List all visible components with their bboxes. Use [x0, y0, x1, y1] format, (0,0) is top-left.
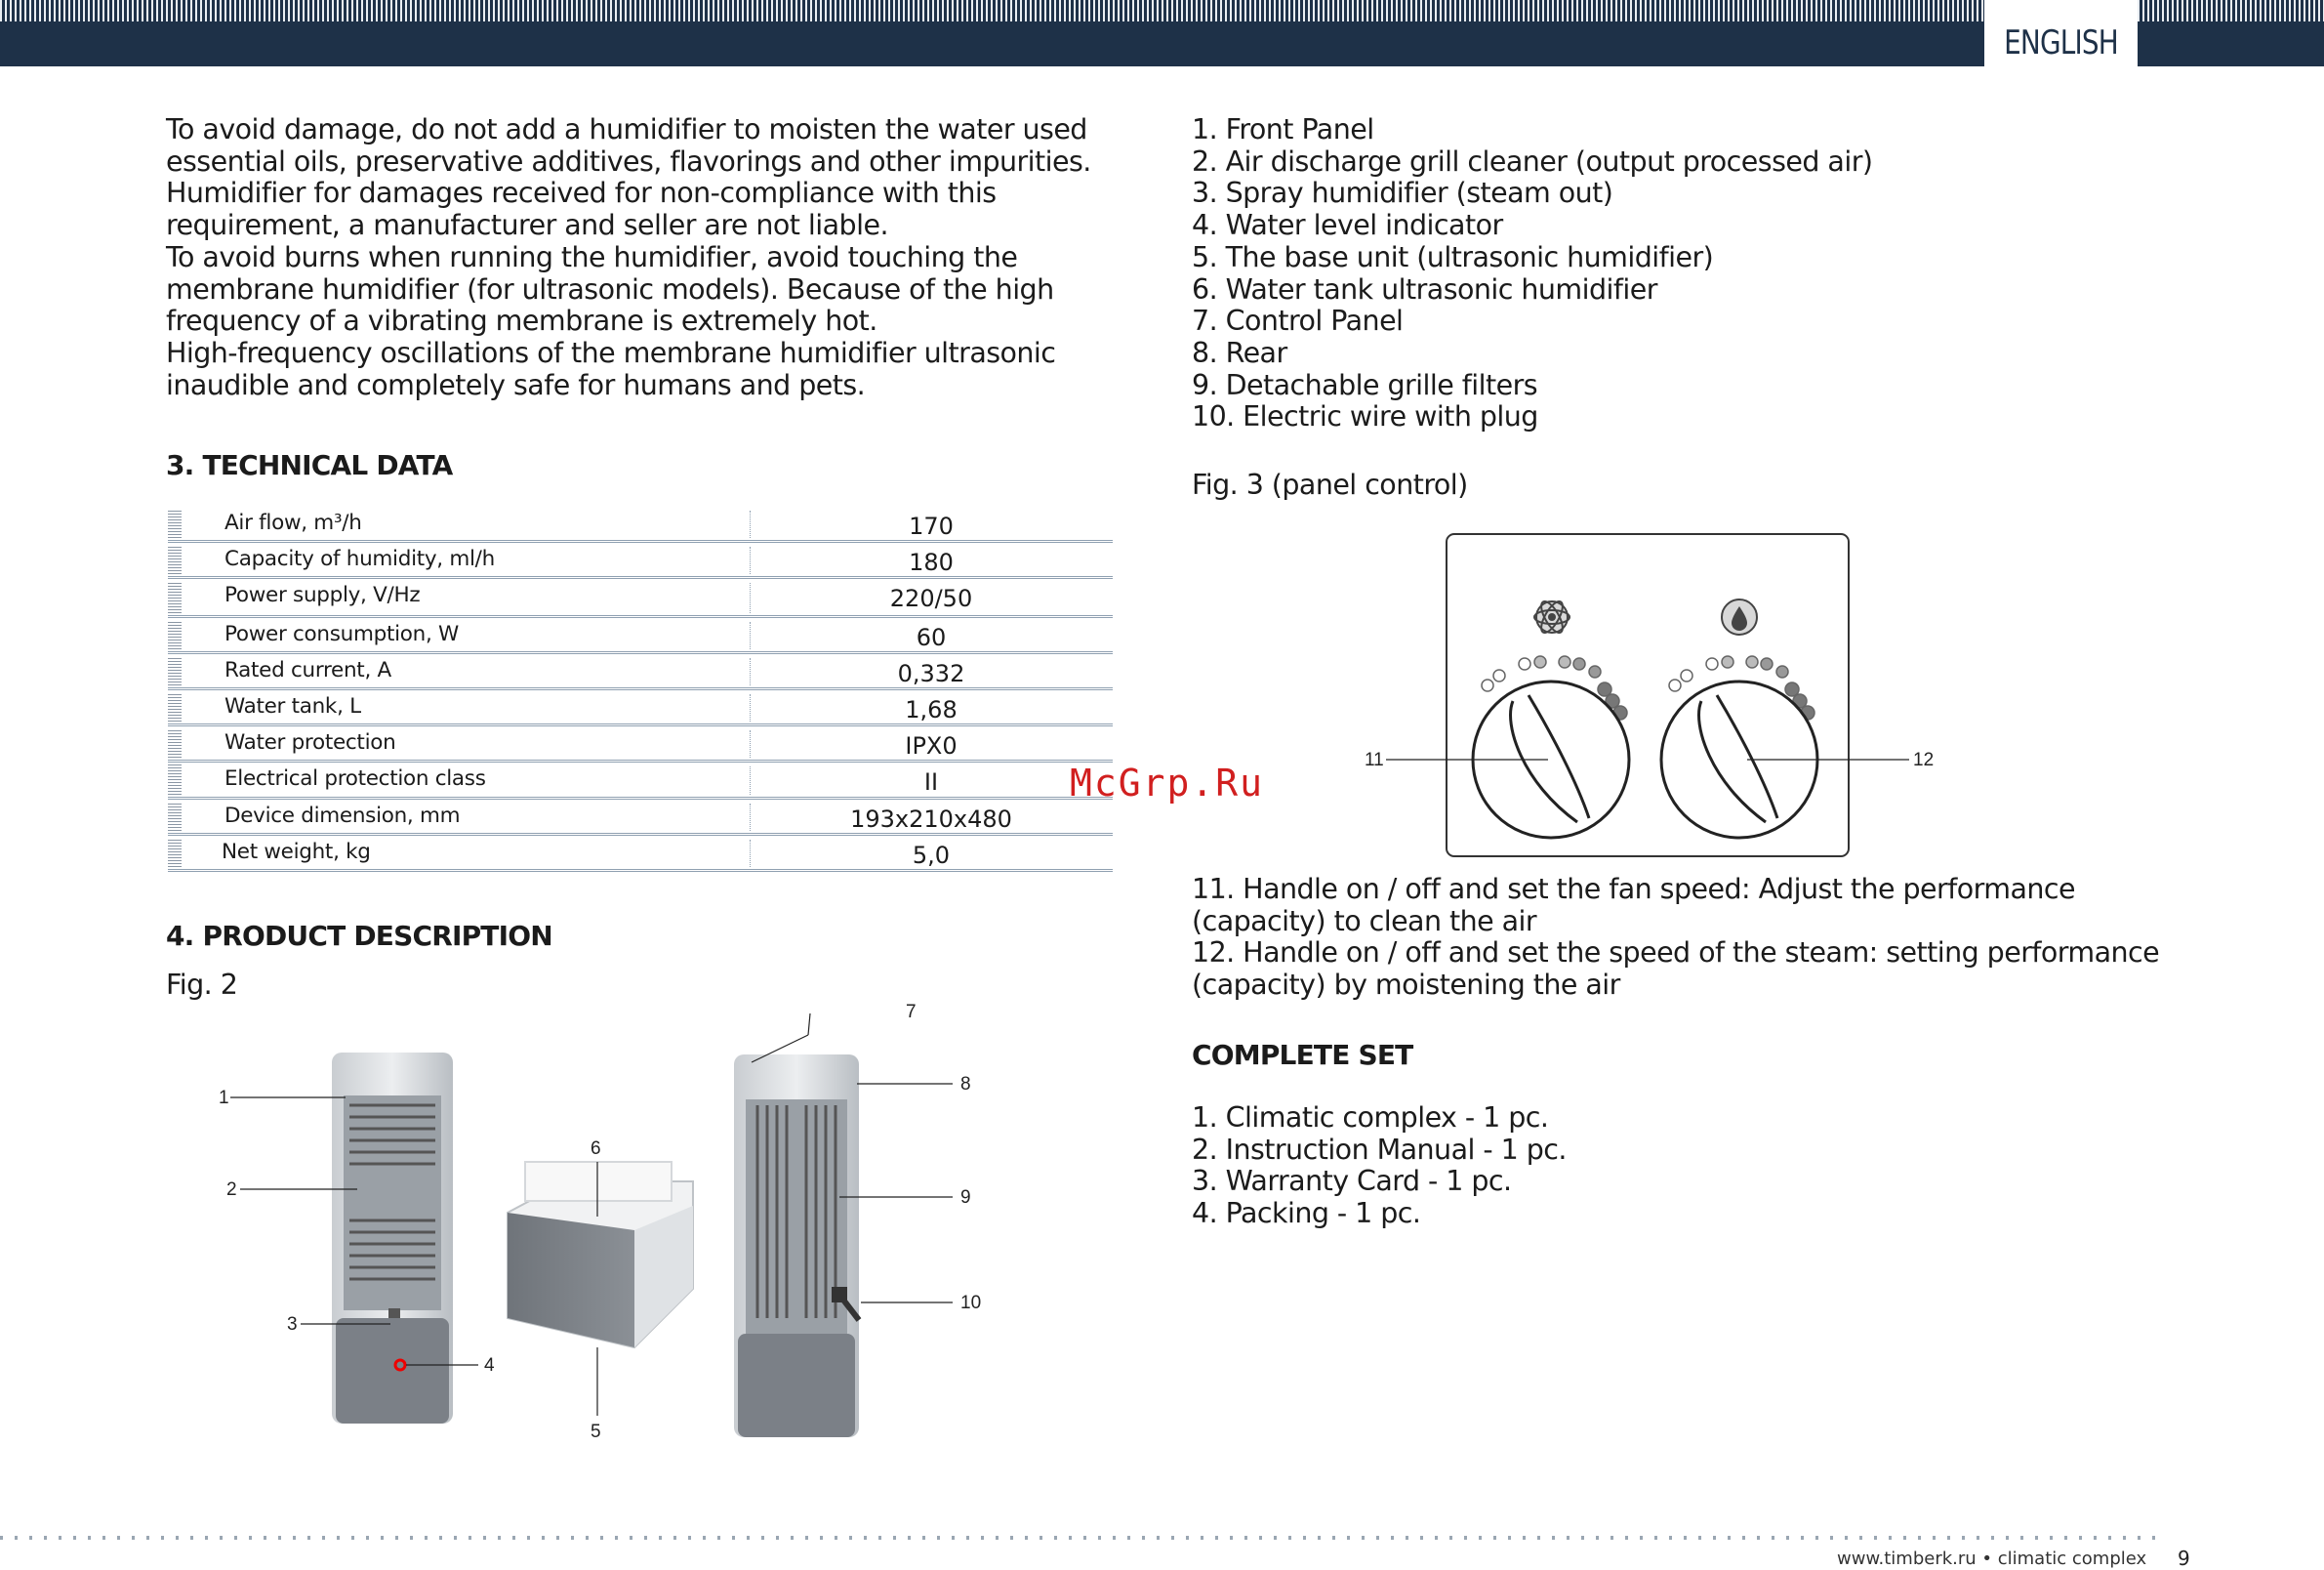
row-value: IPX0 — [905, 732, 958, 760]
list-item: 8. Rear — [1192, 336, 1287, 369]
row-name: Water protection — [224, 730, 396, 755]
row-name: Power consumption, W — [224, 622, 459, 646]
callout-9: 9 — [960, 1187, 971, 1208]
table-row — [168, 618, 1113, 654]
complete-set-heading: COMPLETE SET — [1192, 1039, 1413, 1071]
callout-10: 10 — [960, 1293, 982, 1313]
water-tank — [508, 1162, 693, 1347]
technical-data-heading: 3. TECHNICAL DATA — [166, 449, 453, 481]
callout-2: 2 — [226, 1179, 237, 1200]
table-row — [168, 654, 1113, 690]
row-value: 220/50 — [889, 585, 973, 612]
row-value: II — [923, 768, 939, 796]
list-item: 6. Water tank ultrasonic humidifier — [1192, 272, 1657, 306]
watermark: McGrp.Ru — [1070, 762, 1265, 805]
footer-site: www.timberk.ru • climatic complex — [1837, 1549, 2147, 1569]
table-row — [168, 543, 1113, 579]
intro-line: membrane humidifier (for ultrasonic models). Because of the high — [166, 272, 1054, 306]
language-label: ENGLISH — [2004, 23, 2118, 62]
list-item: 4. Packing - 1 pc. — [1192, 1197, 1421, 1230]
row-value: 5,0 — [912, 842, 951, 869]
list-item: 3. Warranty Card - 1 pc. — [1192, 1165, 1512, 1198]
header-band-right — [2138, 0, 2324, 66]
list-item: 2. Instruction Manual - 1 pc. — [1192, 1133, 1567, 1166]
product-description-heading: 4. PRODUCT DESCRIPTION — [166, 920, 552, 952]
intro-line: To avoid damage, do not add a humidifier to moisten the water used — [166, 113, 1087, 145]
callout-4: 4 — [484, 1355, 495, 1376]
table-row — [168, 726, 1113, 763]
row-name: Net weight, kg — [222, 840, 371, 864]
row-name: Water tank, L — [224, 694, 361, 719]
callout-8: 8 — [960, 1074, 971, 1095]
intro-line: essential oils, preservative additives, flavorings and other impurities. — [166, 145, 1091, 178]
row-name: Electrical protection class — [224, 766, 486, 791]
callout-7: 7 — [906, 1002, 917, 1022]
row-name: Rated current, A — [224, 658, 391, 682]
intro-line: High-frequency oscillations of the membrane humidifier ultrasonic — [166, 336, 1056, 369]
callout-11: 11 — [1365, 750, 1384, 770]
description-line: 12. Handle on / off and set the speed of the steam: setting performance — [1192, 936, 2160, 970]
callout-5: 5 — [591, 1422, 601, 1442]
water-drop-icon — [1722, 599, 1757, 635]
footer-divider — [0, 1536, 2157, 1540]
fig3-label: Fig. 3 (panel control) — [1192, 469, 1468, 501]
list-item: 1. Climatic complex - 1 pc. — [1192, 1101, 1549, 1134]
page-number: 9 — [2178, 1547, 2190, 1570]
product-illustration — [166, 996, 1025, 1455]
header-band-left — [0, 0, 1984, 66]
row-value: 60 — [916, 624, 947, 651]
complete-set-list — [1192, 1102, 1567, 1230]
control-panel-illustration — [1357, 529, 1942, 861]
list-item: 7. Control Panel — [1192, 305, 1404, 338]
callout-6: 6 — [591, 1138, 601, 1159]
description-line: (capacity) to clean the air — [1192, 904, 1537, 937]
row-name: Air flow, m³/h — [224, 511, 362, 535]
parts-list — [1192, 114, 1872, 434]
intro-text — [166, 114, 1091, 401]
row-name: Device dimension, mm — [224, 804, 461, 828]
row-value: 0,332 — [897, 660, 965, 687]
intro-line: Humidifier for damages received for non-compliance with this — [166, 177, 997, 210]
row-value: 170 — [909, 513, 954, 540]
list-item: 4. Water level indicator — [1192, 209, 1503, 242]
row-value: 1,68 — [905, 696, 958, 723]
list-item: 2. Air discharge grill cleaner (output processed air) — [1192, 145, 1873, 178]
table-row — [168, 579, 1113, 618]
list-item: 10. Electric wire with plug — [1192, 400, 1538, 434]
list-item: 3. Spray humidifier (steam out) — [1192, 177, 1613, 210]
intro-line: requirement, a manufacturer and seller are not liable. — [166, 209, 888, 242]
front-unit — [332, 1053, 453, 1424]
fig2-label: Fig. 2 — [166, 969, 238, 1001]
description-line: 11. Handle on / off and set the fan speed: Adjust the performance — [1192, 873, 2075, 905]
list-item: 5. The base unit (ultrasonic humidifier) — [1192, 240, 1714, 273]
technical-data-table — [168, 507, 1113, 872]
list-item: 9. Detachable grille filters — [1192, 368, 1538, 401]
row-name: Capacity of humidity, ml/h — [224, 547, 495, 571]
table-row — [168, 836, 1113, 872]
intro-line: frequency of a vibrating membrane is extremely hot. — [166, 305, 877, 338]
intro-line: inaudible and completely safe for humans and pets. — [166, 368, 866, 401]
rear-unit — [734, 1054, 859, 1437]
intro-line: To avoid burns when running the humidifier, avoid touching the — [166, 240, 1018, 273]
table-row — [168, 763, 1113, 800]
row-value: 180 — [909, 549, 954, 576]
table-row — [168, 507, 1113, 543]
table-row — [168, 800, 1113, 836]
row-value: 193x210x480 — [850, 806, 1012, 833]
description-line: (capacity) by moistening the air — [1192, 969, 1620, 1002]
callout-12: 12 — [1913, 750, 1935, 770]
panel-description — [1192, 874, 2159, 1002]
list-item: 1. Front Panel — [1192, 113, 1374, 145]
callout-1: 1 — [219, 1088, 229, 1108]
row-name: Power supply, V/Hz — [224, 583, 421, 607]
table-row — [168, 690, 1113, 726]
callout-3: 3 — [287, 1314, 298, 1335]
